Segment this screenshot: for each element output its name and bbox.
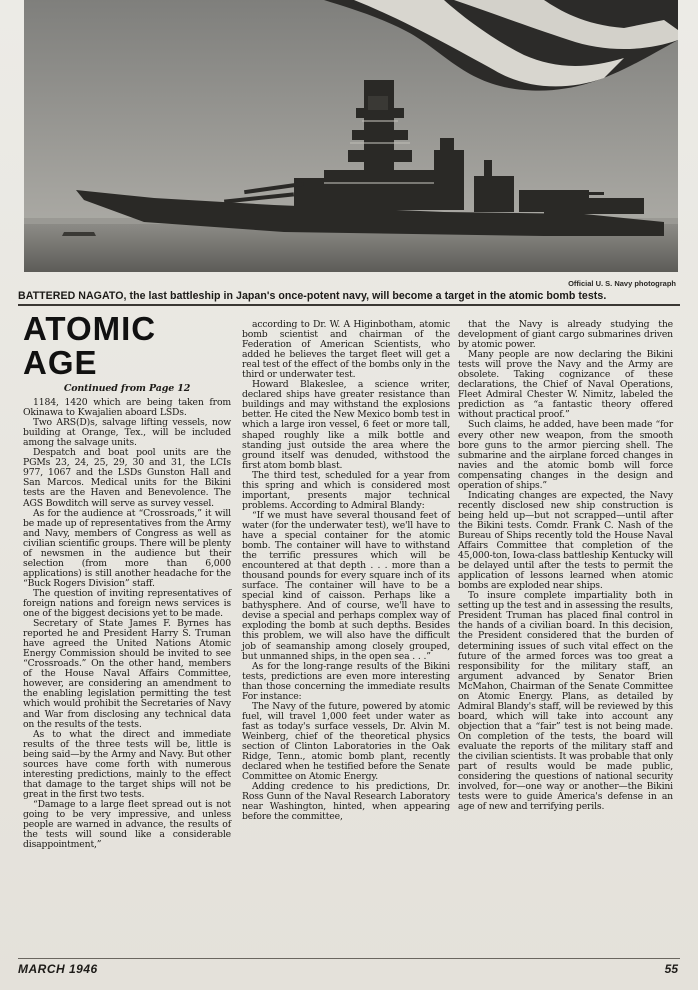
paragraph: Secretary of State James F. Byrnes has reported he and President Harry S. Truman have agreed the United Nations Atomic Energy Commission should be invited to see “Crossroads.” On the other hand, members of the House Naval Affairs Committee, however, are considering an amendment to the enabling legislation permitting the test which would prohibit the Secretaries of Navy and War from disclosing any technical data on the results of the tests.: [23, 618, 231, 730]
page-number: 55: [664, 962, 678, 976]
article-column-2: [242, 320, 450, 822]
paragraph: according to Dr. W. A Higinbotham, atomic bomb scientist and chairman of the Federation of American Scientists, who added he believes the target fleet will get a real test of the effect of the bombs only in the third or underwater test.: [242, 319, 450, 381]
article-column-3: [458, 320, 673, 812]
battleship-photo: [24, 0, 678, 272]
nagato-battleship-image: [24, 0, 678, 272]
paragraph: Indicating changes are expected, the Navy recently disclosed new ship construction is being held up—but not scrapped—until after the Bikini tests. Comdr. Frank C. Nash of the Bureau of Ships recently told the House Naval Affairs Committee that completion of the 45,000-ton, Iowa-class battleship Kentucky will be delayed until after the tests to permit the application of lessons learned when atomic bombs are exploded near ships.: [458, 489, 673, 592]
issue-date: MARCH 1946: [18, 962, 98, 976]
continued-from-note: Continued from Page 12: [63, 383, 191, 394]
paragraph: As to what the direct and immediate results of the three tests will be, little is being said—by the Army and Navy. But other sources have come forth with numerous interesting predictions, mainly to the effect that damage to the target ships will not be great in the first two tests.: [23, 728, 231, 800]
photo-caption: BATTERED NAGATO, the last battleship in Japan's once-potent navy, will become a target in the atomic bomb tests.: [18, 290, 607, 302]
paragraph: As for the long-range results of the Bikini tests, predictions are even more interesting than those concerning the immediate results For instance:: [242, 660, 450, 702]
paragraph: As for the audience at “Crossroads,” it will be made up of representatives from the Army and Navy, members of Congress as well as civilian scientific groups. There will be plenty of newsmen in the audience but their selection (from more than 6,000 applications) is still another headache for the “Buck Rogers Division” staff.: [23, 507, 231, 589]
footer-divider: [18, 958, 680, 959]
paragraph: Two ARS(D)s, salvage lifting vessels, now building at Orange, Tex., will be included among the salvage units.: [23, 417, 231, 449]
paragraph: “Damage to a large fleet spread out is not going to be very impressive, and unless people are warned in advance, the results of the tests will sound like a considerable disappointment,”: [23, 798, 231, 851]
article-headline: ATOMIC AGE: [23, 310, 157, 381]
paragraph: Adding credence to his predictions, Dr. Ross Gunn of the Naval Research Laboratory near Washington, hinted, when appearing before the committee,: [242, 781, 450, 823]
paragraph: that the Navy is already studying the development of giant cargo submarines driven by atomic power.: [458, 319, 673, 351]
paragraph: “If we must have several thousand feet of water (for the underwater test), we'll have to have a special container for the atomic bomb. The container will have to withstand the terrific pressures which will be encountered at that depth . . . more than a thousand pounds for every square inch of its surface. The container will have to be a special kind of caisson. Perhaps like a bathysphere. And of course, we'll have to devise a special and perhaps complex way of exploding the bomb at such depths. Besides this problem, we will also have the difficult job of seamanship among closely grouped, but unmanned ships, in the open sea . . .”: [242, 509, 450, 662]
photo-credit: Official U. S. Navy photograph: [568, 279, 676, 288]
paragraph: Howard Blakeslee, a science writer, declared ships have greater resistance than buildings and may withstand the explosions better. He cited the New Mexico bomb test in which a large iron vessel, 6 feet or more tall, shaped roughly like a milk bottle and standing just outside the area where the ground itself was denuded, withstood the first atom bomb blast.: [242, 379, 450, 471]
article-column-1: [23, 312, 231, 850]
paragraph: The Navy of the future, powered by atomic fuel, will travel 1,000 feet under water as fast as today's surface vessels, Dr. Alvin M. Weinberg, chief of the theoretical physics section of Clinton Laboratories in the Oak Ridge, Tenn., atomic bomb plant, recently declared when he testified before the Senate Committee on Atomic Energy.: [242, 700, 450, 783]
paragraph: Despatch and boat pool units are the PGMs 23, 24, 25, 29, 30 and 31, the LCIs 977, 1067 and the LSDs Gunston Hall and San Marcos. Medical units for the Bikini tests are the Haven and Benevolence. The AGS Bowditch will serve as survey vessel.: [23, 447, 231, 509]
paragraph: 1184, 1420 which are being taken from Okinawa to Kwajalien aboard LSDs.: [23, 397, 231, 419]
paragraph: To insure complete impartiality both in setting up the test and in assessing the results, President Truman has placed final control in the hands of a civilian board. In this decision, the President considered that the burden of determining issues of such vital effect on the future of the armed forces was too great a responsibility for the military staff, an argument advanced by Senator Brien McMahon, Chairman of the Senate Committee on Atomic Energy. Plans, as detailed by Admiral Blandy's staff, will be reviewed by this board, which will take into account any objection that a “fair” test is not being made. On completion of the tests, the board will evaluate the reports of the military staff and the civilian scientists. It was probable that only part of results would be made public, considering the questions of national security involved, for—one way or another—the Bikini tests were to guide America's defense in an age of new and terrifying perils.: [458, 590, 673, 813]
paragraph: Such claims, he added, have been made “for every other new weapon, from the smooth bore guns to the armor piercing shell. The submarine and the airplane forced changes in navies and the atomic bomb will force compensating changes in the design and operation of ships.”: [458, 419, 673, 491]
paragraph: Many people are now declaring the Bikini tests will prove the Navy and the Army are obsolete. Taking cognizance of these declarations, the Chief of Naval Operations, Fleet Admiral Chester W. Nimitz, labeled the prediction as “a fantastic theory offered without practical proof.”: [458, 349, 673, 421]
caption-divider: [18, 304, 680, 306]
paragraph: The question of inviting representatives of foreign nations and foreign news services is one of the biggest decisions yet to be made.: [23, 587, 231, 620]
paragraph: The third test, scheduled for a year from this spring and which is considered most important, presents major technical problems. According to Admiral Blandy:: [242, 469, 450, 511]
